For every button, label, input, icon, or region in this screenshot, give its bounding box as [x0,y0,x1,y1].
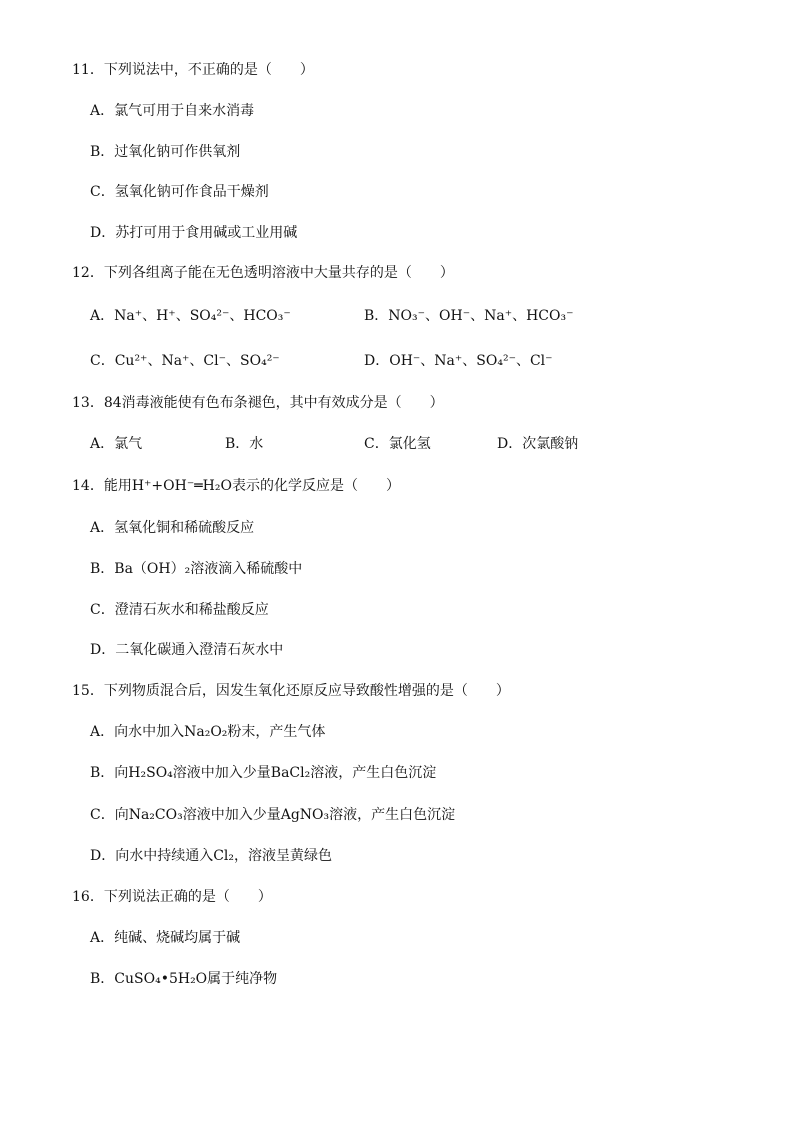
question-13-option-d: D．次氯酸钠 [497,436,579,452]
question-16-stem: 16．下列说法正确的是（ ） [72,889,272,905]
question-14-option-d: D．二氧化碳通入澄清石灰水中 [90,642,284,658]
question-14-stem: 14．能用H⁺+OH⁻═H₂O表示的化学反应是（ ） [72,478,400,494]
question-11-option-b: B．过氧化钠可作供氧剂 [90,144,241,160]
question-14-option-b: B．Ba（OH）₂溶液滴入稀硫酸中 [90,561,303,577]
question-11-option-d: D．苏打可用于食用碱或工业用碱 [90,225,298,241]
question-11-option-c: C．氢氧化钠可作食品干燥剂 [90,184,269,200]
question-13-option-a: A．氯气 [90,436,143,452]
question-12-option-d: D．OH⁻、Na⁺、SO₄²⁻、Cl⁻ [364,353,553,369]
question-12-option-a: A．Na⁺、H⁺、SO₄²⁻、HCO₃⁻ [90,308,291,324]
question-11-option-a: A．氯气可用于自来水消毒 [90,103,255,119]
question-11-stem: 11．下列说法中，不正确的是（ ） [72,62,314,78]
question-12-option-b: B．NO₃⁻、OH⁻、Na⁺、HCO₃⁻ [364,308,574,324]
question-12-stem: 12．下列各组离子能在无色透明溶液中大量共存的是（ ） [72,265,454,281]
question-14-option-c: C．澄清石灰水和稀盐酸反应 [90,602,269,618]
question-15-option-c: C．向Na₂CO₃溶液中加入少量AgNO₃溶液，产生白色沉淀 [90,807,456,823]
question-13-stem: 13．84消毒液能使有色布条褪色，其中有效成分是（ ） [72,395,444,411]
question-16-option-a: A．纯碱、烧碱均属于碱 [90,930,241,946]
question-15-option-a: A．向水中加入Na₂O₂粉末，产生气体 [90,724,326,740]
question-13-option-b: B．水 [225,436,264,452]
question-15-option-d: D．向水中持续通入Cl₂，溶液呈黄绿色 [90,848,333,864]
question-15-option-b: B．向H₂SO₄溶液中加入少量BaCl₂溶液，产生白色沉淀 [90,765,437,781]
question-15-stem: 15．下列物质混合后，因发生氧化还原反应导致酸性增强的是（ ） [72,683,510,699]
question-13-option-c: C．氯化氢 [364,436,431,452]
question-14-option-a: A．氢氧化铜和稀硫酸反应 [90,520,255,536]
question-16-option-b: B．CuSO₄•5H₂O属于纯净物 [90,971,278,987]
question-12-option-c: C．Cu²⁺、Na⁺、Cl⁻、SO₄²⁻ [90,353,280,369]
